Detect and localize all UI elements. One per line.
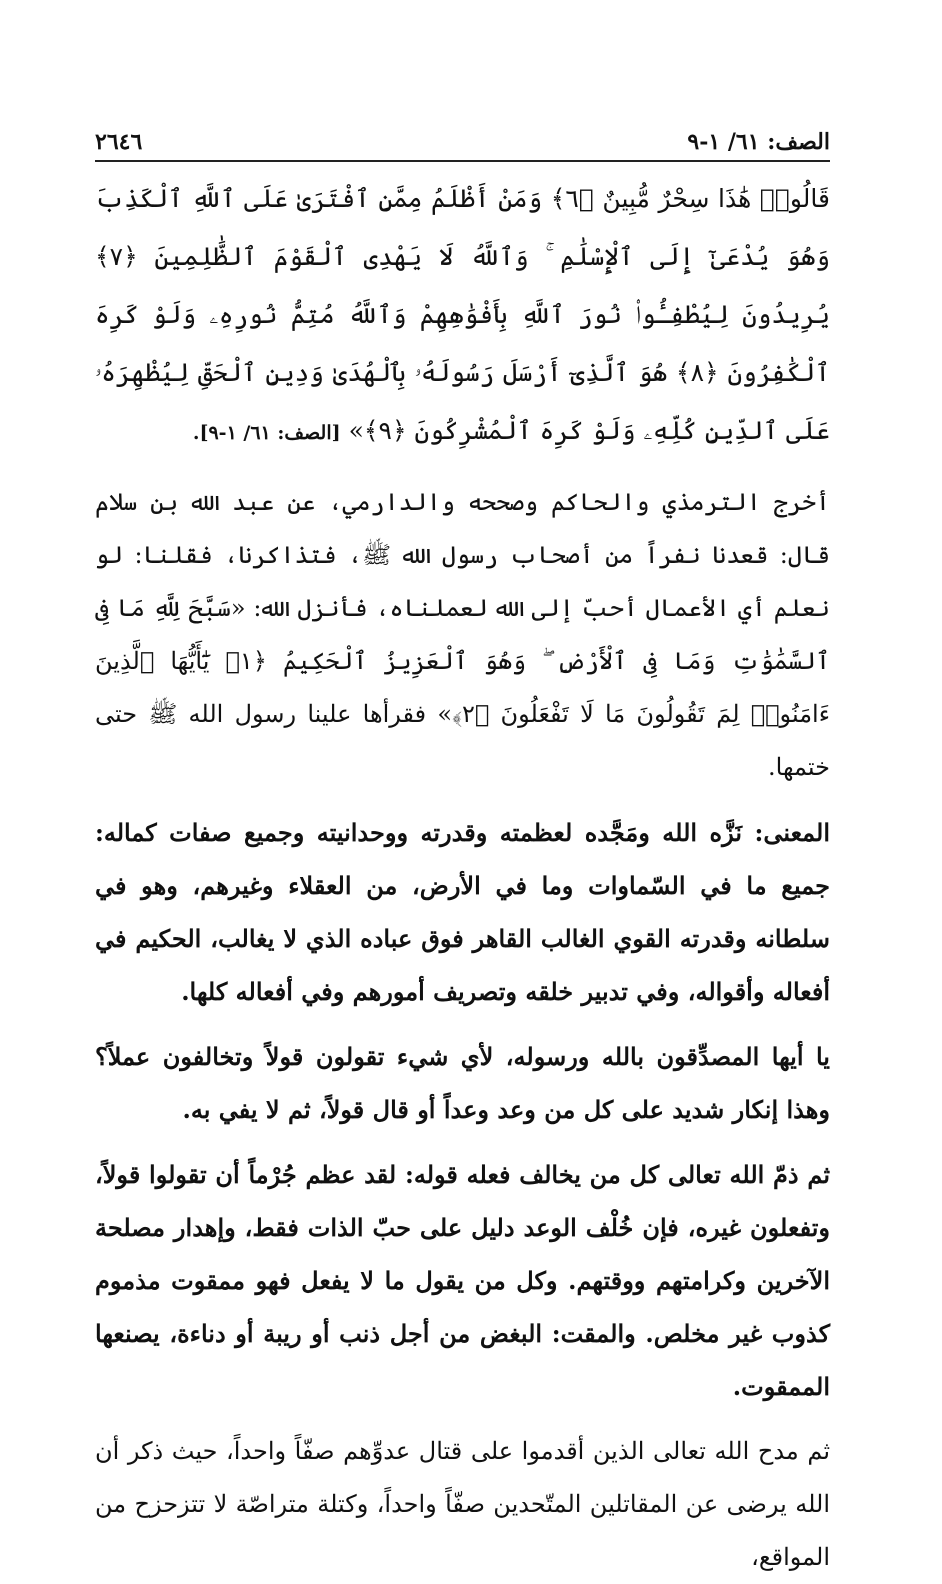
quran-verses-text: قَالُوا۟ هَٰذَا سِحْرٌ مُّبِينٌ ﴿٦﴾ وَمَنْ أَظْلَمُ مِمَّنِ ٱفْتَرَىٰ عَلَى ٱللَّهِ ٱلْكَذِبَ وَهُوَ يُدْعَىٰٓ إِلَى ٱلْإِسْلَٰمِ ۚ وَٱللَّهُ لَا يَهْدِى ٱلْقَوْمَ ٱلظَّٰلِمِينَ ﴿٧﴾ يُرِيدُونَ لِيُطْفِـُٔوا۟ نُورَ ٱللَّهِ بِأَفْوَٰهِهِمْ وَٱللَّهُ مُتِمُّ نُورِهِۦ وَلَوْ كَرِهَ ٱلْكَٰفِرُونَ ﴿٨﴾ هُوَ ٱلَّذِىٓ أَرْسَلَ رَسُولَهُۥ بِٱلْهُدَىٰ وَدِينِ ٱلْحَقِّ لِيُظْهِرَهُۥ عَلَى ٱلدِّينِ كُلِّهِۦ وَلَوْ كَرِهَ ٱلْمُشْرِكُونَ ﴿٩﴾» xyxy=(95,184,830,445)
quran-reference: [الصف: ٦١/ ١-٩]. xyxy=(192,422,341,444)
page-content xyxy=(95,170,830,1584)
quran-verses-block xyxy=(95,170,830,462)
paragraph-asbab-al-nuzul: أخرج الترمذي والحاكم وصححه والدارمي، عن عبد الله بن سلام قال: قعدنا نفراً من أصحاب رسول الله ﷺ، فتذاكرنا، فقلنا: لو نعلم أي الأعمال أحبّ إلى الله لعملناه، فأنزل الله: «سَبَّحَ لِلَّهِ مَا فِى ٱلسَّمَٰوَٰتِ وَمَا فِى ٱلْأَرْضِ ۖ وَهُوَ ٱلْعَزِيزُ ٱلْحَكِيمُ ﴿١﴾ يَٰٓأَيُّهَا ٱلَّذِينَ ءَامَنُوا۟ لِمَ تَقُولُونَ مَا لَا تَفْعَلُونَ ﴿٢﴾» فقرأها علينا رسول الله ﷺ حتى ختمها. xyxy=(95,488,831,781)
page-header xyxy=(95,115,830,155)
paragraph-dhamm: ثم ذمّ الله تعالى كل من يخالف فعله قوله: لقد عظم جُرْماً أن تقولوا قولاً، وتفعلون غيره، فإن خُلْف الوعد دليل على حبّ الذات فقط، وإهدار مصلحة الآخرين وكرامتهم ووقتهم. وكل من يقول ما لا يفعل فهو ممقوت مذموم كذوب غير مخلص. والمقت: البغض من أجل ذنب أو ريبة أو دناءة، يصنعها الممقوت. xyxy=(95,1160,830,1401)
paragraph-meaning: المعنى: نَزَّه الله ومَجَّده لعظمته وقدرته ووحدانيته وجميع صفات كماله: جميع ما في السّماوات وما في الأرض، من العقلاء وغيرهم، وهو في سلطانه وقدرته القوي الغالب القاهر فوق عباده الذي لا يغالب، الحكيم في أفعاله وأقواله، وفي تدبير خلقه وتصريف أمورهم وفي أفعاله كلها. xyxy=(95,818,830,1006)
header-divider xyxy=(95,160,830,162)
surah-reference: الصف: ٦١/ ١-٩ xyxy=(687,129,830,155)
paragraph-ya-ayyuha: يا أيها المصدِّقون بالله ورسوله، لأي شيء تقولون قولاً وتخالفون عملاً؟ وهذا إنكار شديد على كل من وعد وعداً أو قال قولاً، ثم لا يفي به. xyxy=(95,1042,830,1124)
page-number: ٢٦٤٦ xyxy=(95,129,143,155)
paragraph-madh: ثم مدح الله تعالى الذين أقدموا على قتال عدوِّهم صفّاً واحداً، حيث ذكر أن الله يرضى عن المقاتلين المتّحدين صفّاً واحداً، وكتلة متراصّة لا تتزحزح من المواقع، xyxy=(95,1437,830,1571)
